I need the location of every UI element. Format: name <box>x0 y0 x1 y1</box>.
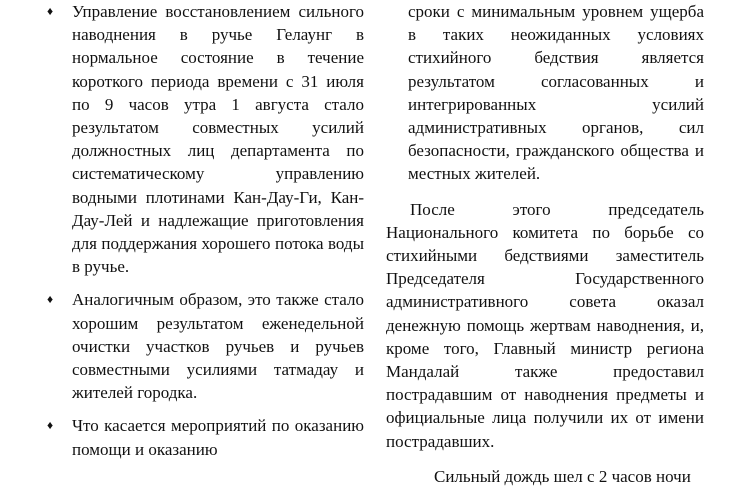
bullet-item-weekly-cleaning <box>46 288 364 404</box>
bullet-continuation-text: сроки с минимальным уровнем ущерба в таких неожиданных условиях стихийного бедствия является результатом согласованных и интегрированных усилий административных органов, сил безопасности, гражданского общества и местных жителей. <box>408 2 704 184</box>
paragraph-heavy-rain: Сильный дождь шел с 2 часов ночи <box>434 466 691 486</box>
right-column <box>386 0 704 500</box>
diamond-bullet-icon: ♦ <box>47 418 54 433</box>
bullet-item-flood-management <box>46 0 364 278</box>
left-column <box>46 0 364 471</box>
bullet-text: Аналогичным образом, это также стало хорошим результатом еженедельной очистки участков ручьев и ручьев совместными усилиями татмадау и жителей городка. <box>72 290 364 403</box>
paragraph-chairman-aid: После этого председатель Национального комитета по борьбе со стихийными бедствиями заместитель Председателя Государственного административного совета оказал денежную помощь жертвам наводнения, и, кроме того, Главный министр региона Мандалай также предоставил пострадавшим от наводнения предметы и официальные лица получили их от имени пострадавших. <box>386 199 704 451</box>
bullet-text: Что касается мероприятий по оказанию помощи и оказанию <box>72 416 364 459</box>
bullet-item-relief-activities <box>46 414 364 460</box>
bullet-text: Управление восстановлением сильного наводнения в ручье Гелаунг в нормальное состояние в течение короткого периода времени с 31 июля по 9 часов утра 1 августа стало результатом совместных усилий должностных лиц департамента по систематическому управлению водными плотинами Кан-Дау-Ги, Кан-Дау-Лей и надлежащие приготовления для поддержания хорошего потока воды в ручье. <box>72 2 364 277</box>
diamond-bullet-icon: ♦ <box>47 4 54 18</box>
diamond-bullet-icon: ♦ <box>47 292 54 307</box>
bullet-list <box>46 0 364 461</box>
